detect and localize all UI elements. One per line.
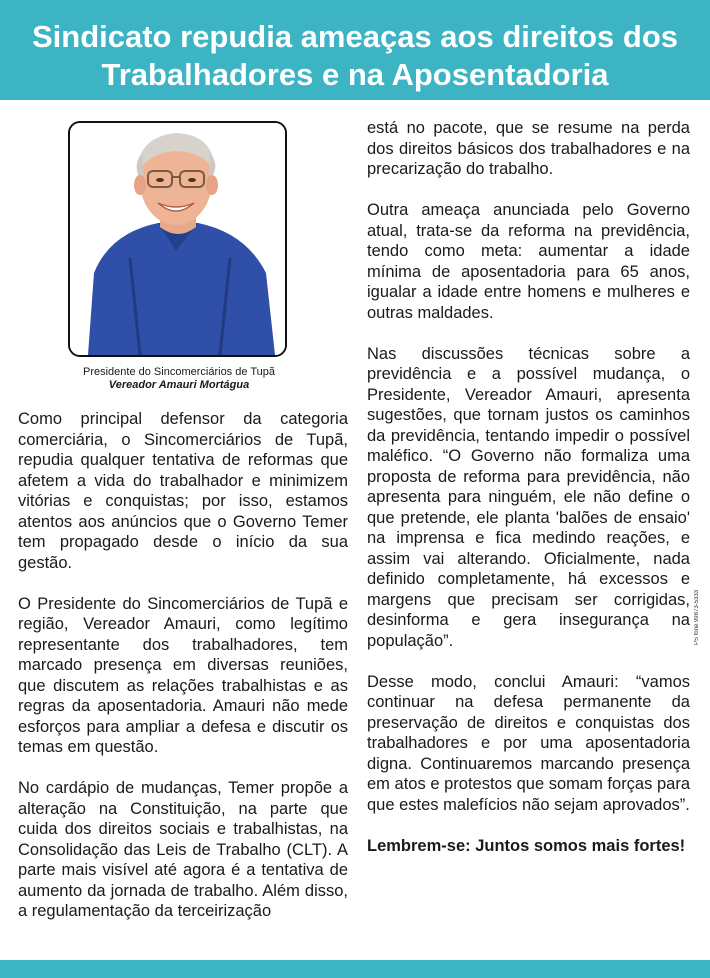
caption-name: Vereador Amauri Mortágua [108,379,250,391]
paragraph: Desse modo, conclui Amauri: “vamos continuar na defesa permanente da preservação de direitos e conquistas dos trabalhadores e por uma aposentadoria digna. Continuaremos marcando presença em atos e protestos que somam forças para que estes malefícios não sejam aprovados”. [367,672,690,814]
footer-bar [0,960,710,978]
article-right-column [367,118,690,877]
paragraph: O Presidente do Sincomerciários de Tupã e região, Vereador Amauri, como legítimo representante dos trabalhadores, tem marcado presença em diversas reuniões, que discutem as relações trabalhistas e as regras da aposentadoria. Amauri não mede esforços para ampliar a defesa e discutir os temas em questão. [18,594,348,756]
caption-role: Presidente do Sincomerciários de Tupã [83,366,275,378]
paragraph: Nas discussões técnicas sobre a previdência e a possível mudança, o Presidente, Vereador Amauri, apresenta sugestões, que tornam justos os caminhos da previdência, tentando impedir o possível maléfico. “O Governo não formaliza uma proposta de reforma para previdência, não apresenta para ninguém, ele não define o que pretende, ele planta 'balões de ensaio' na imprensa e fica medindo reações, e assim vai alterando. Oficialmente, nada definido completamente, há excessos e margens que precisam ser corrigidas, desinforma e gera insegurança na população”. [367,344,690,650]
paragraph: No cardápio de mudanças, Temer propõe a alteração na Constituição, na parte que cuida dos direitos sociais e trabalhistas, na Consolidação das Leis de Trabalho (CLT). A parte mais visível até agora é a tentativa de aumento da jornada de trabalho. Além disso, a regulamentação da terceirização [18,779,348,920]
headline-line-1: Sindicato repudia ameaças aos direitos dos [31,19,679,54]
paragraph: está no pacote, que se resume na perda dos direitos básicos dos trabalhadores e na precarização do trabalho. [367,119,690,178]
photo-caption [68,366,290,392]
side-print-code: PS fone 99873-5333 [694,590,700,646]
headline [0,18,710,94]
portrait-illustration [70,123,285,355]
paragraph: Outra ameaça anunciada pelo Governo atual, trata-se da reforma na previdência, tendo como meta: aumentar a idade mínima de aposentadoria para 65 anos, igualar a idade entre homens e mulheres e outras maldades. [367,201,690,322]
article-left-column [18,409,348,942]
paragraph: Como principal defensor da categoria comerciária, o Sincomerciários de Tupã, repudia qualquer tentativa de reformas que afetem a vida do trabalhador e minimizem vitórias e conquistas; por isso, estamos atentos aos anúncios que o Governo Temer tem propagado desde o início da sua gestão. [18,410,348,572]
headline-line-2: Trabalhadores e na Aposentadoria [101,57,609,92]
closing-slogan: Lembrem-se: Juntos somos mais fortes! [367,836,686,855]
portrait-photo [68,121,287,357]
